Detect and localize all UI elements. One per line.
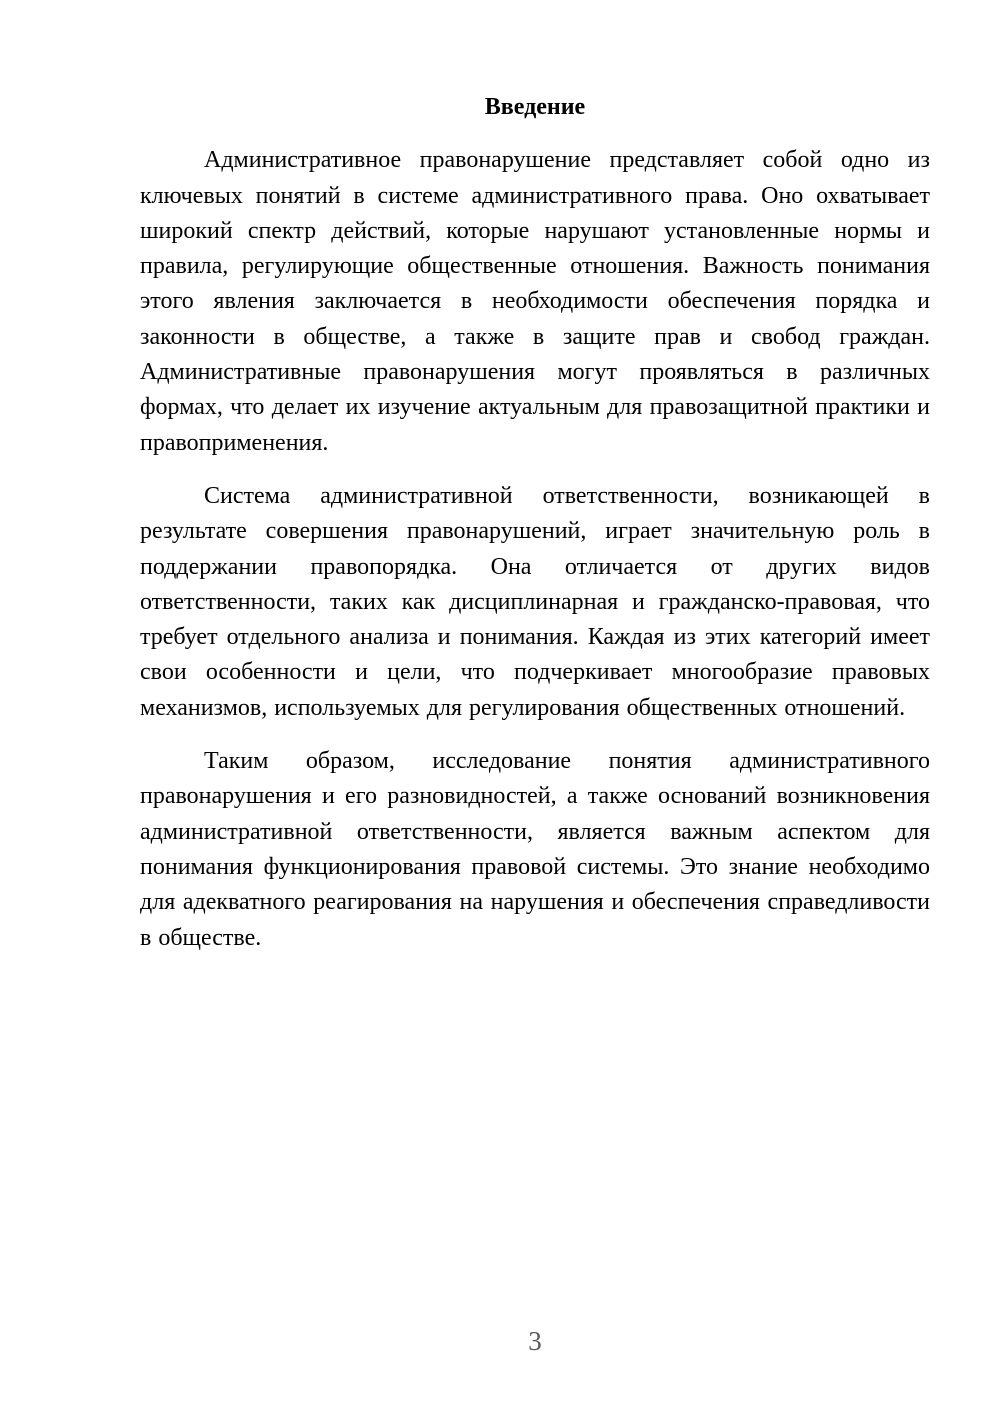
text-column [140,0,930,956]
paragraph-conclusion: Таким образом, исследование понятия административного правонарушения и его разновидностей, а также оснований возникновения административной ответственности, является важным аспектом для понимания функционирования правовой системы. Это знание необходимо для адекватного реагирования на нарушения и обеспечения справедливости в обществе. [140,748,930,951]
page-title: Введение [484,94,586,120]
paragraph-responsibility-system: Система административной ответственности, возникающей в результате совершения правонарушений, играет значительную роль в поддержании правопорядка. Она отличается от других видов ответственности, таких как дисциплинарная и гражданско-правовая, что требует отдельного анализа и понимания. Каждая из этих категорий имеет свои особенности и цели, что подчеркивает многообразие правовых механизмов, используемых для регулирования общественных отношений. [140,482,930,721]
paragraph-intro-definition: Административное правонарушение представляет собой одно из ключевых понятий в системе административного права. Оно охватывает широкий спектр действий, которые нарушают установленные нормы и правила, регулирующие общественные отношения. Важность понимания этого явления заключается в необходимости обеспечения порядка и законности в обществе, а также в защите прав и свобод граждан. Административные правонарушения могут проявляться в различных формах, что делает их изучение актуальным для правозащитной практики и правоприменения. [140,147,930,456]
page-number: 3 [528,1326,542,1356]
